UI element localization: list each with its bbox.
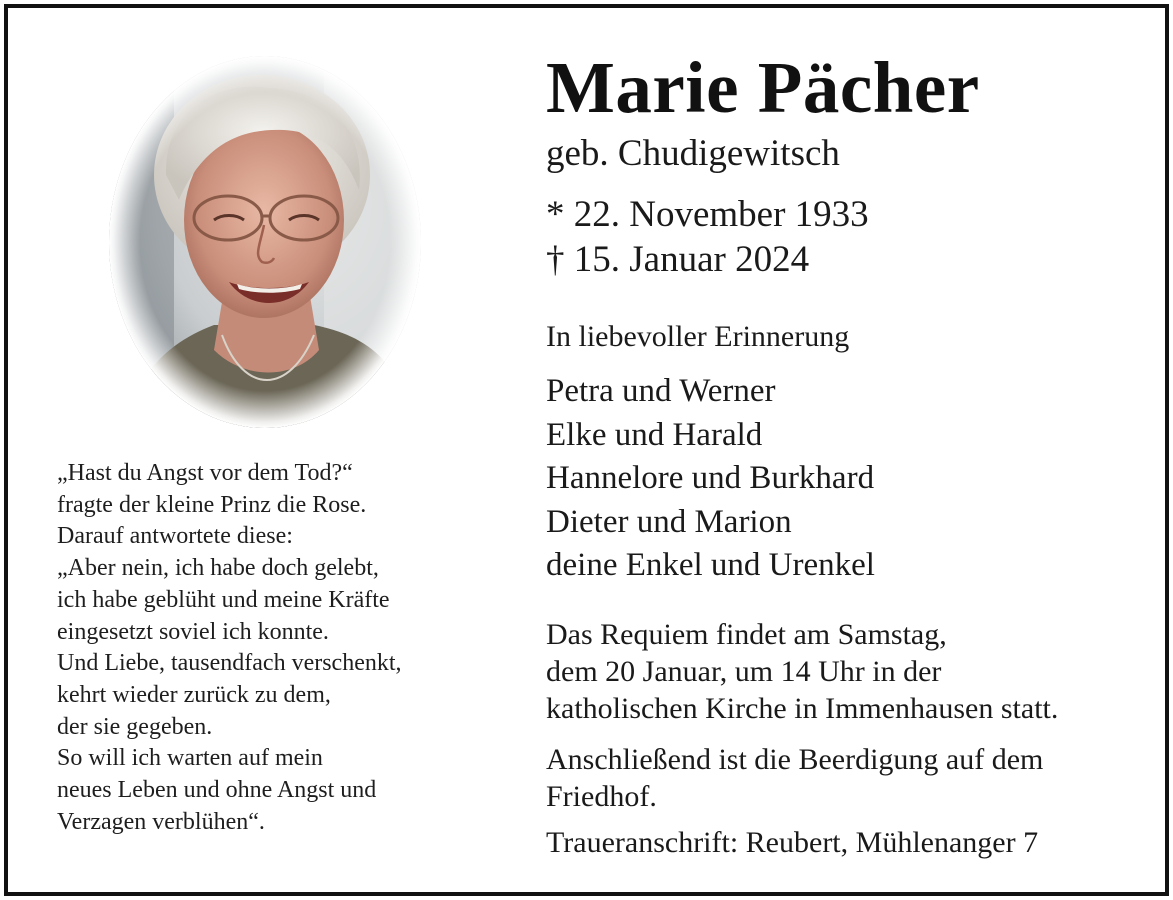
mourner-entry: Hannelore und Burkhard [546, 460, 875, 496]
burial-info [546, 741, 1043, 815]
poem-line: So will ich warten auf mein [57, 745, 323, 772]
poem-line: ich habe geblüht und meine Kräfte [57, 586, 390, 613]
maiden-name: geb. Chudigewitsch [546, 133, 840, 174]
requiem-line: dem 20 Januar, um 14 Uhr in der [546, 655, 942, 688]
poem-line: kehrt wieder zurück zu dem, [57, 681, 331, 708]
remembrance-intro: In liebevoller Erinnerung [546, 320, 850, 353]
mourner-entry: Elke und Harald [546, 416, 763, 453]
mourning-address: Traueranschrift: Reubert, Mühlenanger 7 [546, 826, 1039, 859]
poem-line: Verzagen verblühen“. [57, 808, 265, 835]
obituary-notice [4, 4, 1169, 896]
poem-line: Darauf antwortete diese: [57, 523, 293, 550]
mourner-entry: Dieter und Marion [546, 503, 792, 540]
requiem-info [546, 616, 1058, 727]
poem-line: eingesetzt soviel ich konnte. [57, 618, 329, 645]
poem-line: fragte der kleine Prinz die Rose. [57, 491, 367, 518]
requiem-line: katholischen Kirche in Immenhausen statt. [546, 692, 1059, 725]
requiem-line: Das Requiem findet am Samstag, [546, 618, 947, 651]
death-date: † 15. Januar 2024 [546, 239, 810, 280]
poem-line: „Aber nein, ich habe doch gelebt, [57, 555, 379, 582]
poem-line: der sie gegeben. [57, 713, 213, 740]
portrait-photo [104, 50, 426, 434]
burial-line: Friedhof. [546, 780, 657, 813]
poem-line: Und Liebe, tausendfach verschenkt, [57, 650, 402, 677]
poem-line: neues Leben und ohne Angst und [57, 777, 377, 804]
birth-date: * 22. November 1933 [546, 194, 869, 235]
mourner-entry: Petra und Werner [546, 373, 776, 409]
mourners-list [546, 370, 875, 588]
mourner-entry: deine Enkel und Urenkel [546, 547, 875, 583]
poem-line: „Hast du Angst vor dem Tod?“ [57, 460, 353, 486]
poem [57, 458, 517, 838]
deceased-name: Marie Pächer [546, 47, 980, 128]
burial-line: Anschließend ist die Beerdigung auf dem [546, 743, 1044, 776]
